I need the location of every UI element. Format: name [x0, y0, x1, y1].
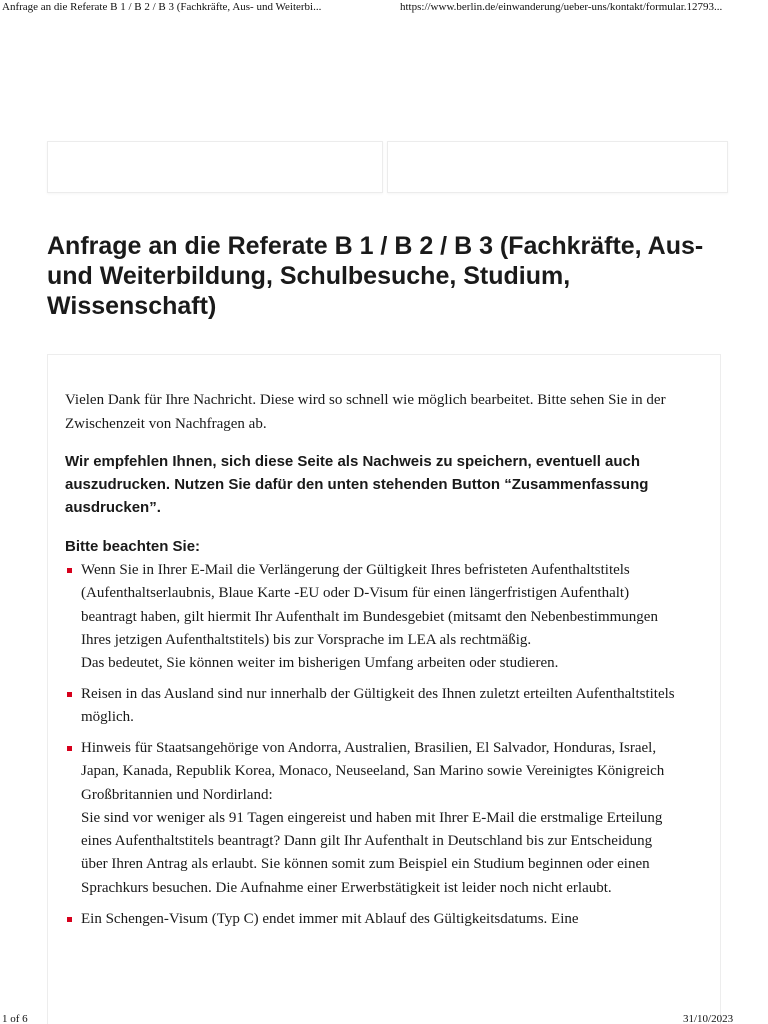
bullet-square-icon: [67, 746, 72, 751]
list-item-extra: Das bedeutet, Sie können weiter im bisherigen Umfang arbeiten oder studieren.: [81, 655, 559, 672]
list-item-text: Hinweis für Staatsangehörige von Andorra, Australien, Brasilien, El Salvador, Honduras, Israel, Japan, Kanada, Republik Korea, Monaco, Neuseeland, San Marino sowie Vereinigtes Königreich Großbritannien und Nordirland:: [81, 740, 665, 803]
recommendation-text: Wir empfehlen Ihnen, sich diese Seite als Nachweis zu speichern, eventuell auch auszudrucken. Nutzen Sie dafür den unten stehenden Button “Zusammenfassung ausdrucken”.: [65, 453, 649, 516]
intro-text: Vielen Dank für Ihre Nachricht. Diese wird so schnell wie möglich bearbeitet. Bitte sehen Sie in der Zwischenzeit von Nachfragen ab.: [65, 392, 666, 432]
note-heading: Bitte beachten Sie:: [65, 538, 201, 555]
print-header: [0, 0, 768, 16]
print-footer-date: 31/10/2023: [683, 1013, 734, 1024]
list-item-extra: Sie sind vor weniger als 91 Tagen eingereist und haben mit Ihrer E-Mail die erstmalige Erteilung eines Aufenthaltstitels beantragt? Dann gilt Ihr Aufenthalt in Deutschland bis zur Entscheidung über Ihren Antrag als erlaubt. Sie können somit zum Beispiel ein Studium beginnen oder einen Sprachkurs besuchen. Die Aufnahme einer Erwerbstätigkeit ist leider noch nicht erlaubt.: [81, 809, 663, 896]
bullet-square-icon: [67, 917, 72, 922]
page-title: Anfrage an die Referate B 1 / B 2 / B 3 (Fachkräfte, Aus- und Weiterbildung, Schulbesuche, Studium, Wissenschaft): [47, 232, 704, 320]
bullet-square-icon: [67, 568, 72, 573]
nav-box-right[interactable]: [387, 141, 728, 193]
bullet-square-icon: [67, 692, 72, 697]
nav-box-left[interactable]: [47, 141, 383, 193]
print-header-url: https://www.berlin.de/einwanderung/ueber-uns/kontakt/formular.12793...: [400, 1, 723, 13]
list-item-text: Ein Schengen-Visum (Typ C) endet immer mit Ablauf des Gültigkeitsdatums. Eine: [81, 911, 579, 927]
print-header-title: Anfrage an die Referate B 1 / B 2 / B 3 (Fachkräfte, Aus- und Weiterbi...: [2, 1, 322, 13]
print-footer-page: 1 of 6: [2, 1013, 28, 1024]
list-item-text: Wenn Sie in Ihrer E-Mail die Verlängerung der Gültigkeit Ihres befristeten Aufenthaltstitels (Aufenthaltserlaubnis, Blaue Karte -EU oder D-Visum für einen längerfristigen Aufenthalt) beantragt haben, gilt hiermit Ihr Aufenthalt im Bundesgebiet (mitsamt den Nebenbestimmungen Ihres jetzigen Aufenthaltstitels) bis zur Vorsprache im LEA als rechtmäßig.: [81, 562, 658, 648]
list-item-text: Reisen in das Ausland sind nur innerhalb der Gültigkeit des Ihnen zuletzt erteilten Aufenthaltstitels möglich.: [81, 686, 675, 726]
print-footer: [0, 1012, 768, 1024]
navigation-bar: [47, 141, 728, 193]
